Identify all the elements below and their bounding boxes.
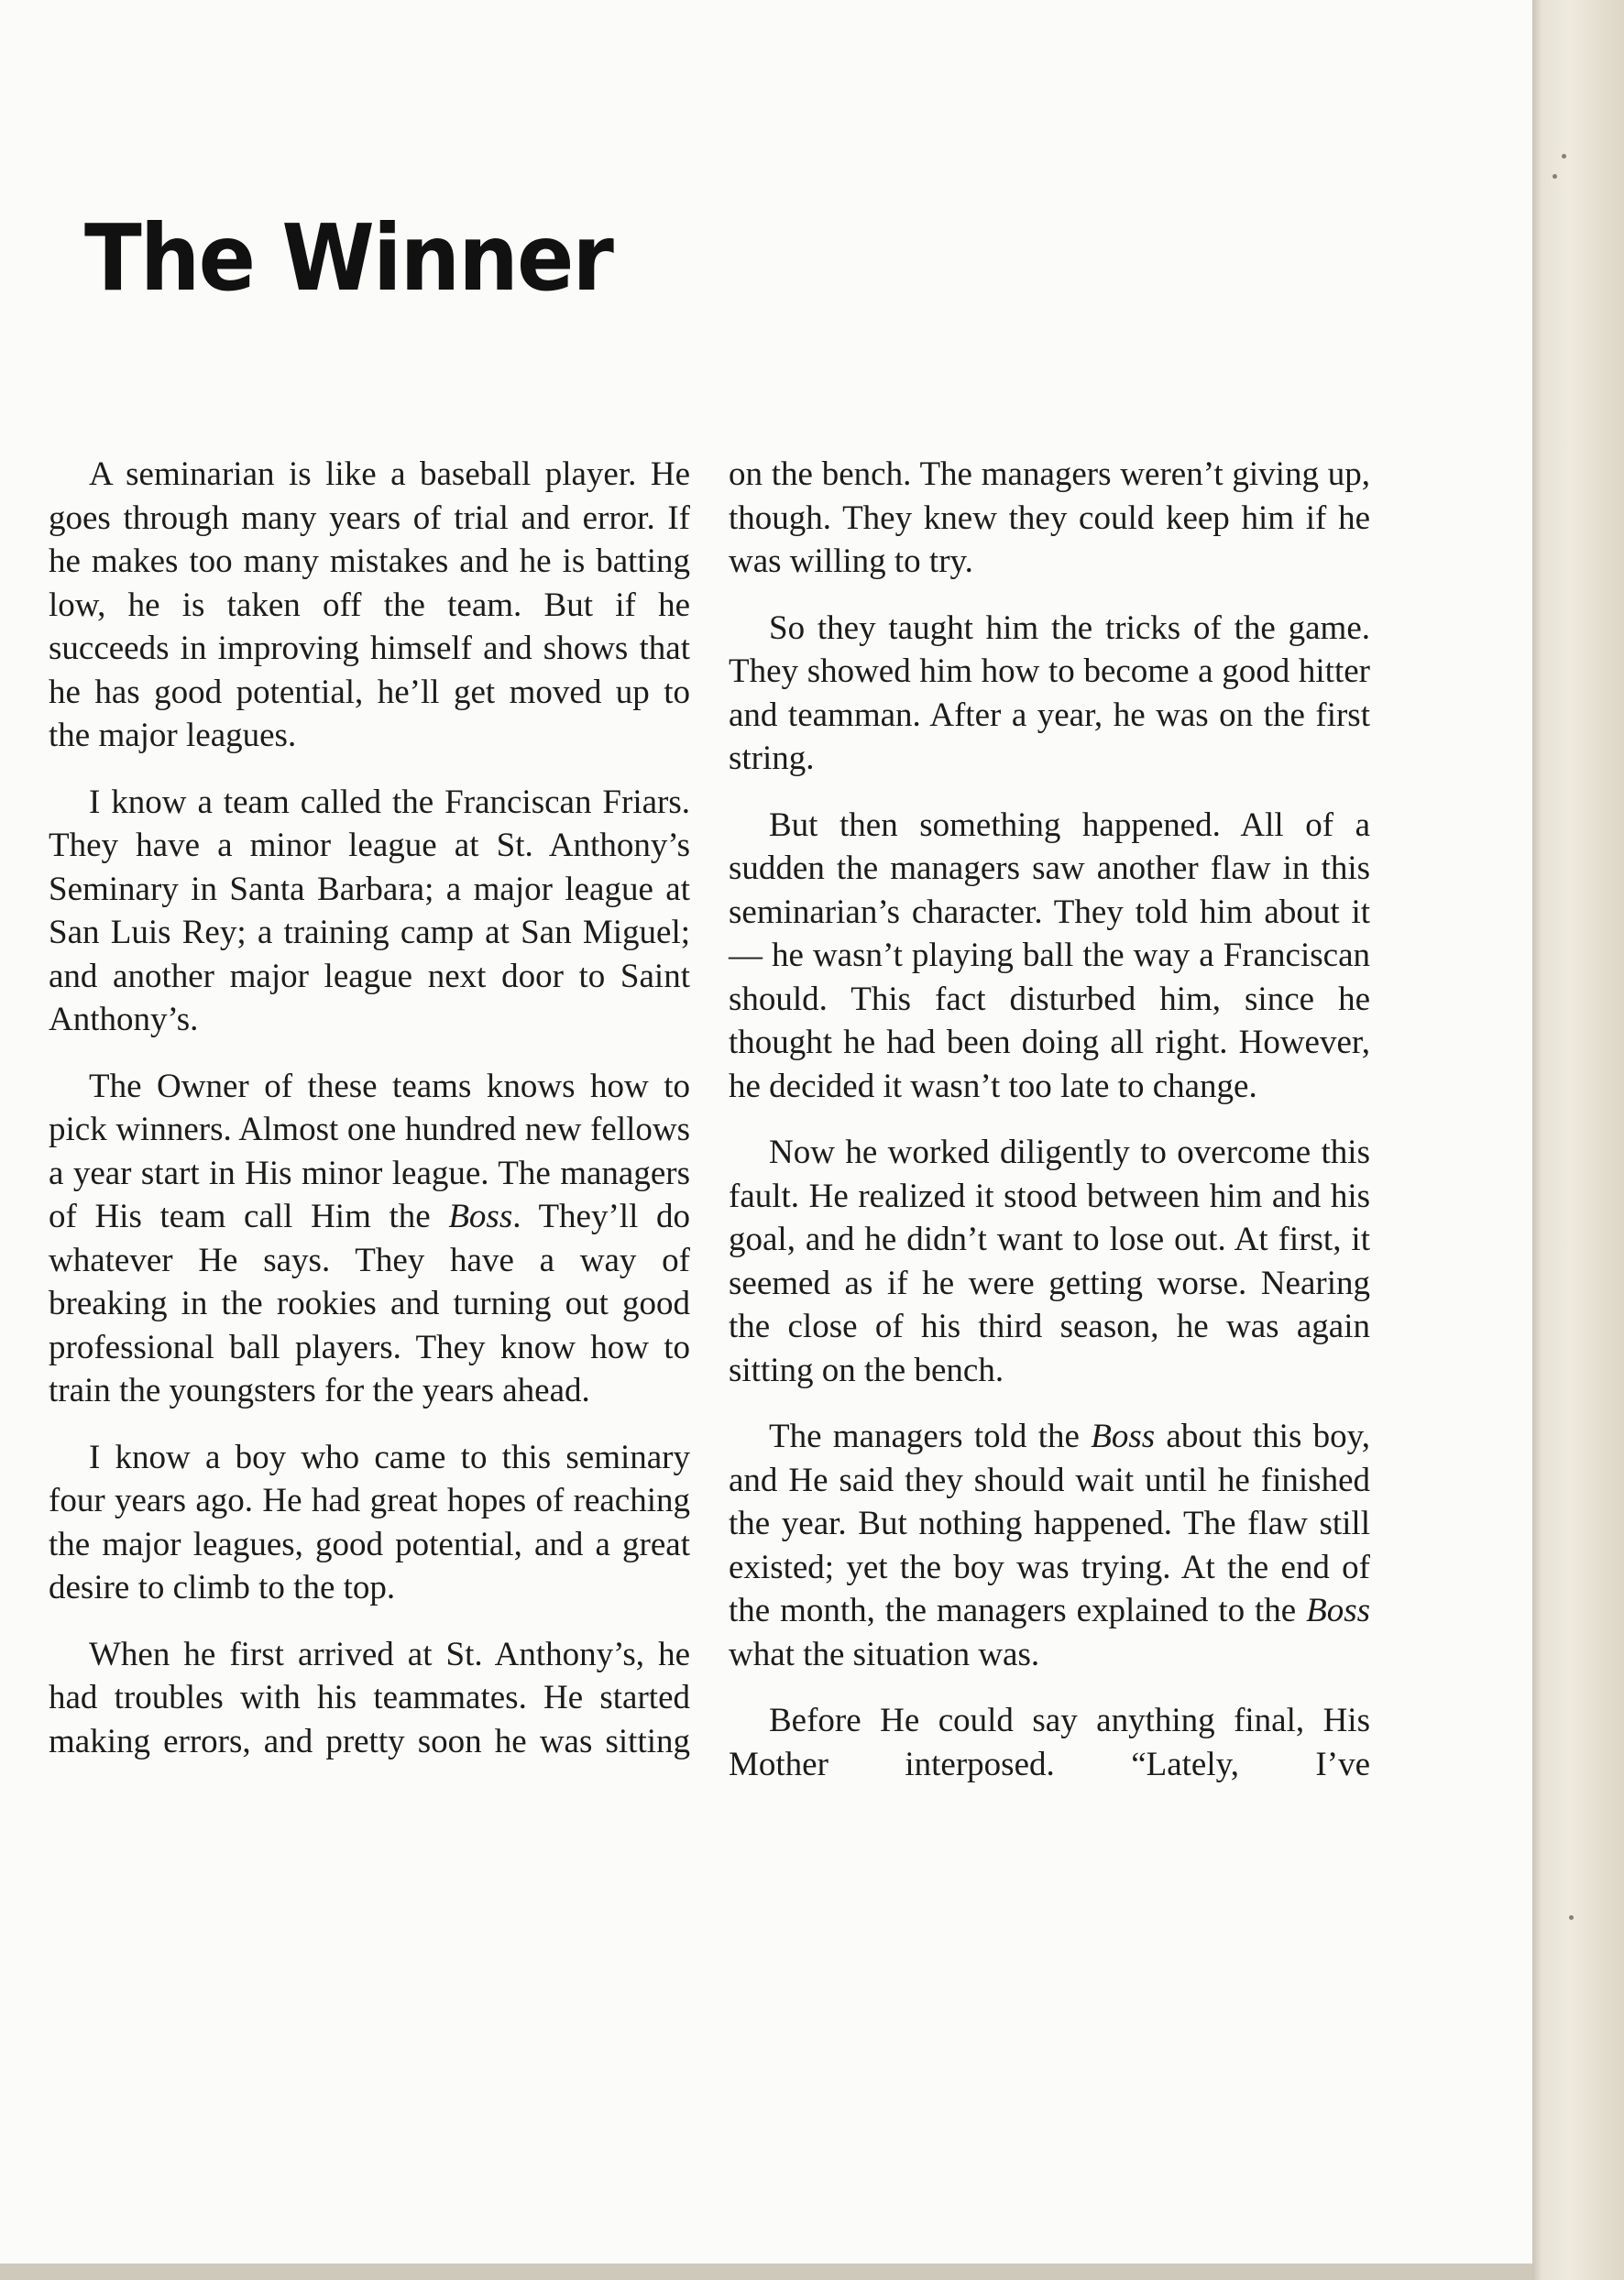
paragraph: Before He could say anything final, His Mother interposed. “Lately, I’ve bbox=[729, 1702, 1370, 1783]
paragraph: Now he worked diligently to overcome this fault. He realized it stood between him and his goal, and he didn’t want to lose out. At first, it seemed as if he were getting worse. Nearing the close of his third season, he was again sitting on the bench. bbox=[729, 1134, 1370, 1389]
paragraph: A seminarian is like a baseball player. He goes through many years of trial and error. If he makes too many mistakes and he is batting low, he is taken off the team. But if he succeeds in improving himself and shows that he has good potential, he’ll get moved up to the major leagues. bbox=[49, 455, 690, 754]
paragraph: The managers told the Boss about this boy, and He said they should wait until he finished the year. But nothing happened. The flaw still existed; yet the boy was trying. At the end of the month, the managers explained to the Boss what the situation was. bbox=[729, 1418, 1370, 1673]
paper-speck bbox=[1569, 1915, 1574, 1920]
left-text-column bbox=[49, 453, 690, 1786]
article-title: The Winner bbox=[84, 204, 613, 312]
paragraph: on the bench. The managers weren’t giving up, though. They knew they could keep him if he was willing to try. bbox=[729, 455, 1370, 580]
paper-speck bbox=[1553, 174, 1557, 179]
paragraph: So they taught him the tricks of the game. They showed him how to become a good hitter and teamman. After a year, he was on the first string. bbox=[729, 608, 1370, 777]
page-bottom-edge bbox=[0, 2264, 1532, 2280]
paragraph: When he first arrived at St. Anthony’s, he had troubles with his teammates. He started making errors, and pretty soon he was sitting bbox=[49, 1635, 690, 1760]
paragraph: The Owner of these teams knows how to pick winners. Almost one hundred new fellows a year start in His minor league. The managers of His team call Him the Boss. They’ll do whatever He says. They have a way of breaking in the rookies and turning out good professional ball players. They know how to train the youngsters for the years ahead. bbox=[49, 1067, 690, 1409]
paragraph: I know a team called the Franciscan Friars. They have a minor league at St. Anthony’s Seminary in Santa Barbara; a major league at San Luis Rey; a training camp at San Miguel; and another major league next door to Saint Anthony’s. bbox=[49, 783, 690, 1038]
page-edge-shadow bbox=[1532, 0, 1624, 2280]
paragraph: But then something happened. All of a sudden the managers saw another flaw in this seminarian’s character. They told him about it — he wasn’t playing ball the way a Franciscan should. This fact disturbed him, since he thought he had been doing all right. However, he decided it wasn’t too late to change. bbox=[729, 806, 1370, 1105]
paragraph: I know a boy who came to this seminary four years ago. He had great hopes of reaching the major leagues, good potential, and a great desire to climb to the top. bbox=[49, 1438, 690, 1606]
paper-speck bbox=[1562, 154, 1566, 159]
right-text-column bbox=[729, 453, 1370, 1809]
